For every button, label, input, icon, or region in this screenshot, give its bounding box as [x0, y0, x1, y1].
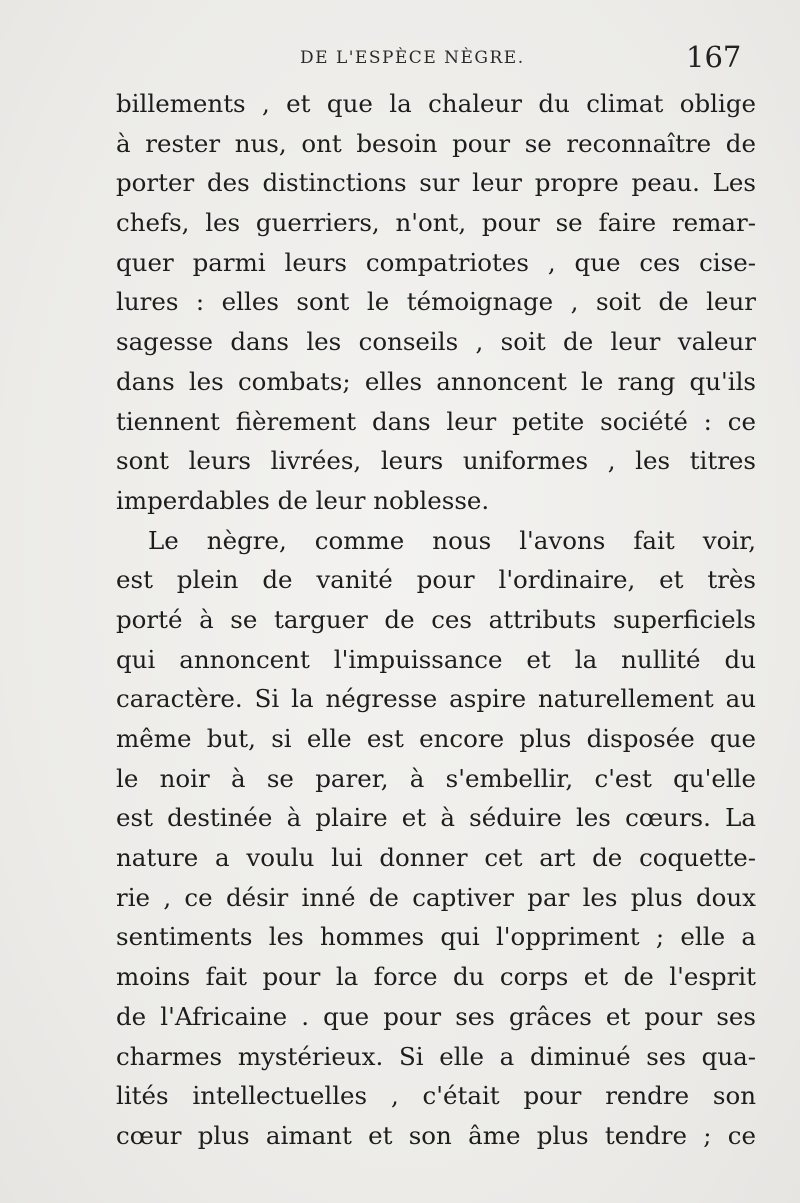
- text-line: est plein de vanité pour l'ordinaire, et très: [116, 565, 756, 595]
- text-line: charmes mystérieux. Si elle a diminué ses qua-: [116, 1041, 756, 1071]
- page-number: 167: [686, 40, 742, 74]
- body-text: [116, 84, 756, 1156]
- running-head: DE L'ESPÈCE NÈGRE.: [300, 48, 525, 68]
- text-line: chefs, les guerriers, n'ont, pour se faire remar-: [116, 208, 756, 238]
- paragraph-end-line: imperdables de leur noblesse.: [116, 485, 490, 515]
- text-line: rie , ce désir inné de captiver par les plus doux: [116, 882, 756, 912]
- text-line: est destinée à plaire et à séduire les cœurs. La: [116, 803, 756, 833]
- text-line: billements , et que la chaleur du climat oblige: [116, 89, 756, 118]
- text-line: sagesse dans les conseils , soit de leur valeur: [116, 327, 756, 357]
- text-line: cœur plus aimant et son âme plus tendre ; ce: [116, 1120, 756, 1150]
- paragraph-start-line: Le nègre, comme nous l'avons fait voir,: [148, 525, 756, 555]
- text-line: de l'Africaine . que pour ses grâces et pour ses: [116, 1001, 756, 1031]
- text-line: dans les combats; elles annoncent le rang qu'ils: [116, 366, 756, 396]
- text-line: porter des distinctions sur leur propre peau. Les: [116, 168, 756, 198]
- text-line: même but, si elle est encore plus disposée que: [116, 724, 756, 753]
- text-line: sont leurs livrées, leurs uniformes , les titres: [116, 446, 756, 476]
- text-line: tiennent fièrement dans leur petite société : ce: [116, 406, 756, 436]
- page-header: [0, 42, 800, 82]
- text-line: à rester nus, ont besoin pour se reconnaître de: [116, 128, 756, 158]
- text-line: nature a voulu lui donner cet art de coquette-: [116, 843, 756, 873]
- text-line: lures : elles sont le témoignage , soit de leur: [116, 287, 756, 317]
- text-line: le noir à se parer, à s'embellir, c'est qu'elle: [116, 763, 756, 793]
- text-line: lités intellectuelles , c'était pour rendre son: [116, 1081, 756, 1111]
- text-line: qui annoncent l'impuissance et la nullité du: [116, 644, 756, 674]
- text-line: porté à se targuer de ces attributs superficiels: [116, 604, 756, 634]
- text-line: moins fait pour la force du corps et de l'esprit: [116, 962, 756, 992]
- text-line: sentiments les hommes qui l'oppriment ; elle a: [116, 922, 756, 952]
- text-line: caractère. Si la négresse aspire naturellement au: [116, 684, 756, 714]
- text-line: quer parmi leurs compatriotes , que ces cise-: [116, 247, 756, 277]
